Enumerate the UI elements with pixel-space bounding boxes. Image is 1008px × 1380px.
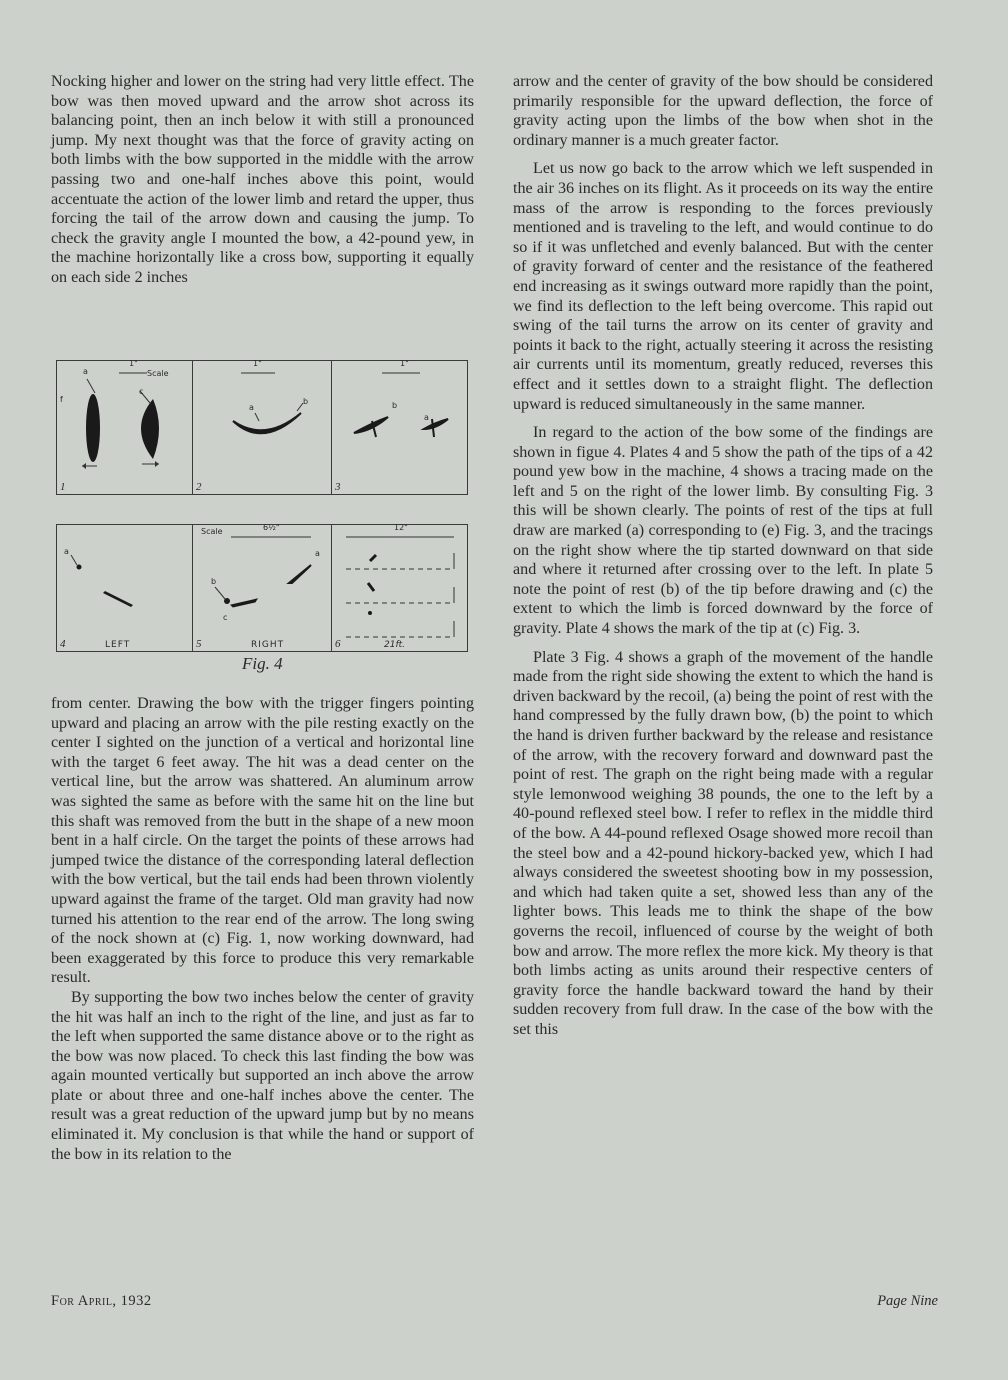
label-b: b [392,401,398,410]
scale-mark: 1" [253,359,262,368]
plate-5-drawing [193,525,332,651]
paragraph: Nocking higher and lower on the string had very little effect. The bow was then moved upward and the arrow shot across its balancing point, then an inch below it with still a pronounced jump. My next thought was that the force of gravity acting on both limbs with the bow supported in the middle with the arrow passing two and one-half inches above this point, would accentuate the action of the lower limb and retard the upper, thus forcing the tail of the arrow down and causing the jump. To check the gravity angle I mounted the bow, a 42-pound yew, in the machine horizontally like a cross bow, supporting it equally on each side 2 inches [51,73,474,286]
figure-caption: Fig. 4 [242,654,283,673]
label-f: f [60,395,63,404]
footer-issue: For April, 1932 [51,1293,152,1309]
plate-6-drawing [332,525,466,651]
plate-3-drawing [332,361,466,494]
label-c: c [223,613,228,622]
scale-mark: 1" [400,359,409,368]
plate-4-drawing [57,525,192,651]
plate-number: 3 [335,481,341,493]
plate-1 [57,361,192,494]
paragraph: In regard to the action of the bow some of the findings are shown in figue 4. Plates 4 and 5 show the path of the tips of a 42 pound yew bow in the machine, 4 shows a tracing made on the left and 5 on the right of the lower limb. By consulting Fig. 3 this will be shown clearly. The points of rest of the tips at full draw are marked (a) corresponding to (e) Fig. 3, and the tracings on the right show where the tip started downward on that side and where it returned after crossing over to the left. In plate 5 note the point of rest (b) of the tip before drawing and (c) the extent to which the limb is forced downward by the force of gravity. Plate 4 shows the mark of the tip at (c) Fig. 3. [513,424,933,638]
plate-2 [192,361,332,494]
left-column-bottom [51,694,474,1164]
label-a: a [249,403,254,412]
plate-1-drawing [57,361,192,494]
plate-4 [57,525,192,651]
plate-3 [331,361,466,494]
paragraph: Let us now go back to the arrow which we left suspended in the air 36 inches on its flight. As it proceeds on its way the entire mass of the arrow is responding to the forces previously mentioned and is traveling to the left, and would continue to do so if it was unfletched and evenly balanced. But with the center of gravity forward of center and the resistance of the feathered end increasing as it swings outward more rapidly than the point, we find its deflection to the left being overcome. This rapid out swing of the tail turns the arrow on its center of gravity and points it back to the right, actually steering it across the resisting air currents until its momentum, greatly reduced, reverses this effect and it settles down to a straight flight. The deflection upward is reduced simultaneously in the same manner. [513,160,933,413]
figure-4 [56,360,468,682]
distance-label: 21ft. [384,640,406,650]
left-column-top [51,72,474,288]
plate-label: LEFT [105,640,131,650]
label-a: a [424,413,429,422]
scale-mark: 6½" [263,523,280,532]
label-a: a [315,549,320,558]
scale-word: Scale [147,369,169,378]
label-c: c [139,387,144,396]
scale-mark: 1" [129,359,138,368]
plate-number: 4 [60,638,66,650]
plate-number: 6 [335,638,341,650]
label-a: a [64,547,69,556]
plate-number: 5 [196,638,202,650]
plate-5 [192,525,332,651]
scale-mark: 12" [394,523,408,532]
plate-2-drawing [193,361,332,494]
footer-page-number: Page Nine [877,1293,938,1309]
plate-6 [331,525,466,651]
paragraph: from center. Drawing the bow with the trigger fingers pointing upward and placing an arrow with the pile resting exactly on the center I sighted on the junction of a vertical and horizontal line with the target 6 feet away. The hit was a dead center on the vertical line, but the arrow was shattered. An aluminum arrow was sighted the same as before with the same hit on the line but this shaft was removed from the butt in the shape of a new moon bent in a half circle. On the target the points of these arrows had jumped twice the distance of the corresponding lateral deflection with the bow vertical, but the tail ends had been thrown violently upward against the frame of the target. Old man gravity had now turned his attention to the rear end of the arrow. The long swing of the nock shown at (c) Fig. 1, now working downward, had been exaggerated by this force to produce this very remarkable result. [51,695,474,987]
figure-row-top [56,360,468,495]
label-a: a [83,367,88,376]
label-b: b [303,397,309,406]
scale-word: Scale [201,527,223,536]
right-column [513,72,933,1040]
paragraph: By supporting the bow two inches below the center of gravity the hit was half an inch to the right of the line, and just as far to the left when supported the same distance above or to the right as the bow was now placed. To check this last finding the bow was again mounted vertically but supported an inch above the arrow plate or about three and one-half inches above the center. The result was a great reduction of the upward jump but by no means eliminated it. My conclusion is that while the hand or support of the bow in its relation to the [51,988,474,1163]
paragraph: Plate 3 Fig. 4 shows a graph of the movement of the handle made from the right side showing the extent to which the hand is driven backward by the recoil, (a) being the point of rest with the hand compressed by the fully drawn bow, (b) the point to which the hand is driven further backward by the release and resistance of the arrow, with the recovery forward and downward past the point of rest. The graph on the right being made with a regular style lemonwood weighing 38 pounds, the one to the left by a 40-pound reflexed steel bow. I refer to reflex in the middle third of the bow. A 44-pound reflexed Osage showed more recoil than the steel bow and a 42-pound hickory-backed yew, which I had always considered the sweetest shooting bow in my possession, and which had taken quite a set, showed less than any of the lighter bows. This leads me to think the shape of the bow governs the recoil, influenced of course by the weight of both bow and arrow. The more reflex the more kick. My theory is that both limbs acting as units around their respective centers of gravity force the handle backward toward the hand by their sudden recovery from full draw. In the case of the bow with the set this [513,648,933,1038]
paragraph: arrow and the center of gravity of the bow should be considered primarily responsible for the upward deflection, the force of gravity acting upon the limbs of the bow when shot in the ordinary manner is a much greater factor. [513,73,933,149]
plate-number: 2 [196,481,202,493]
figure-row-bottom [56,524,468,652]
plate-number: 1 [60,481,66,493]
label-b: b [211,577,217,586]
plate-label: RIGHT [251,640,285,650]
